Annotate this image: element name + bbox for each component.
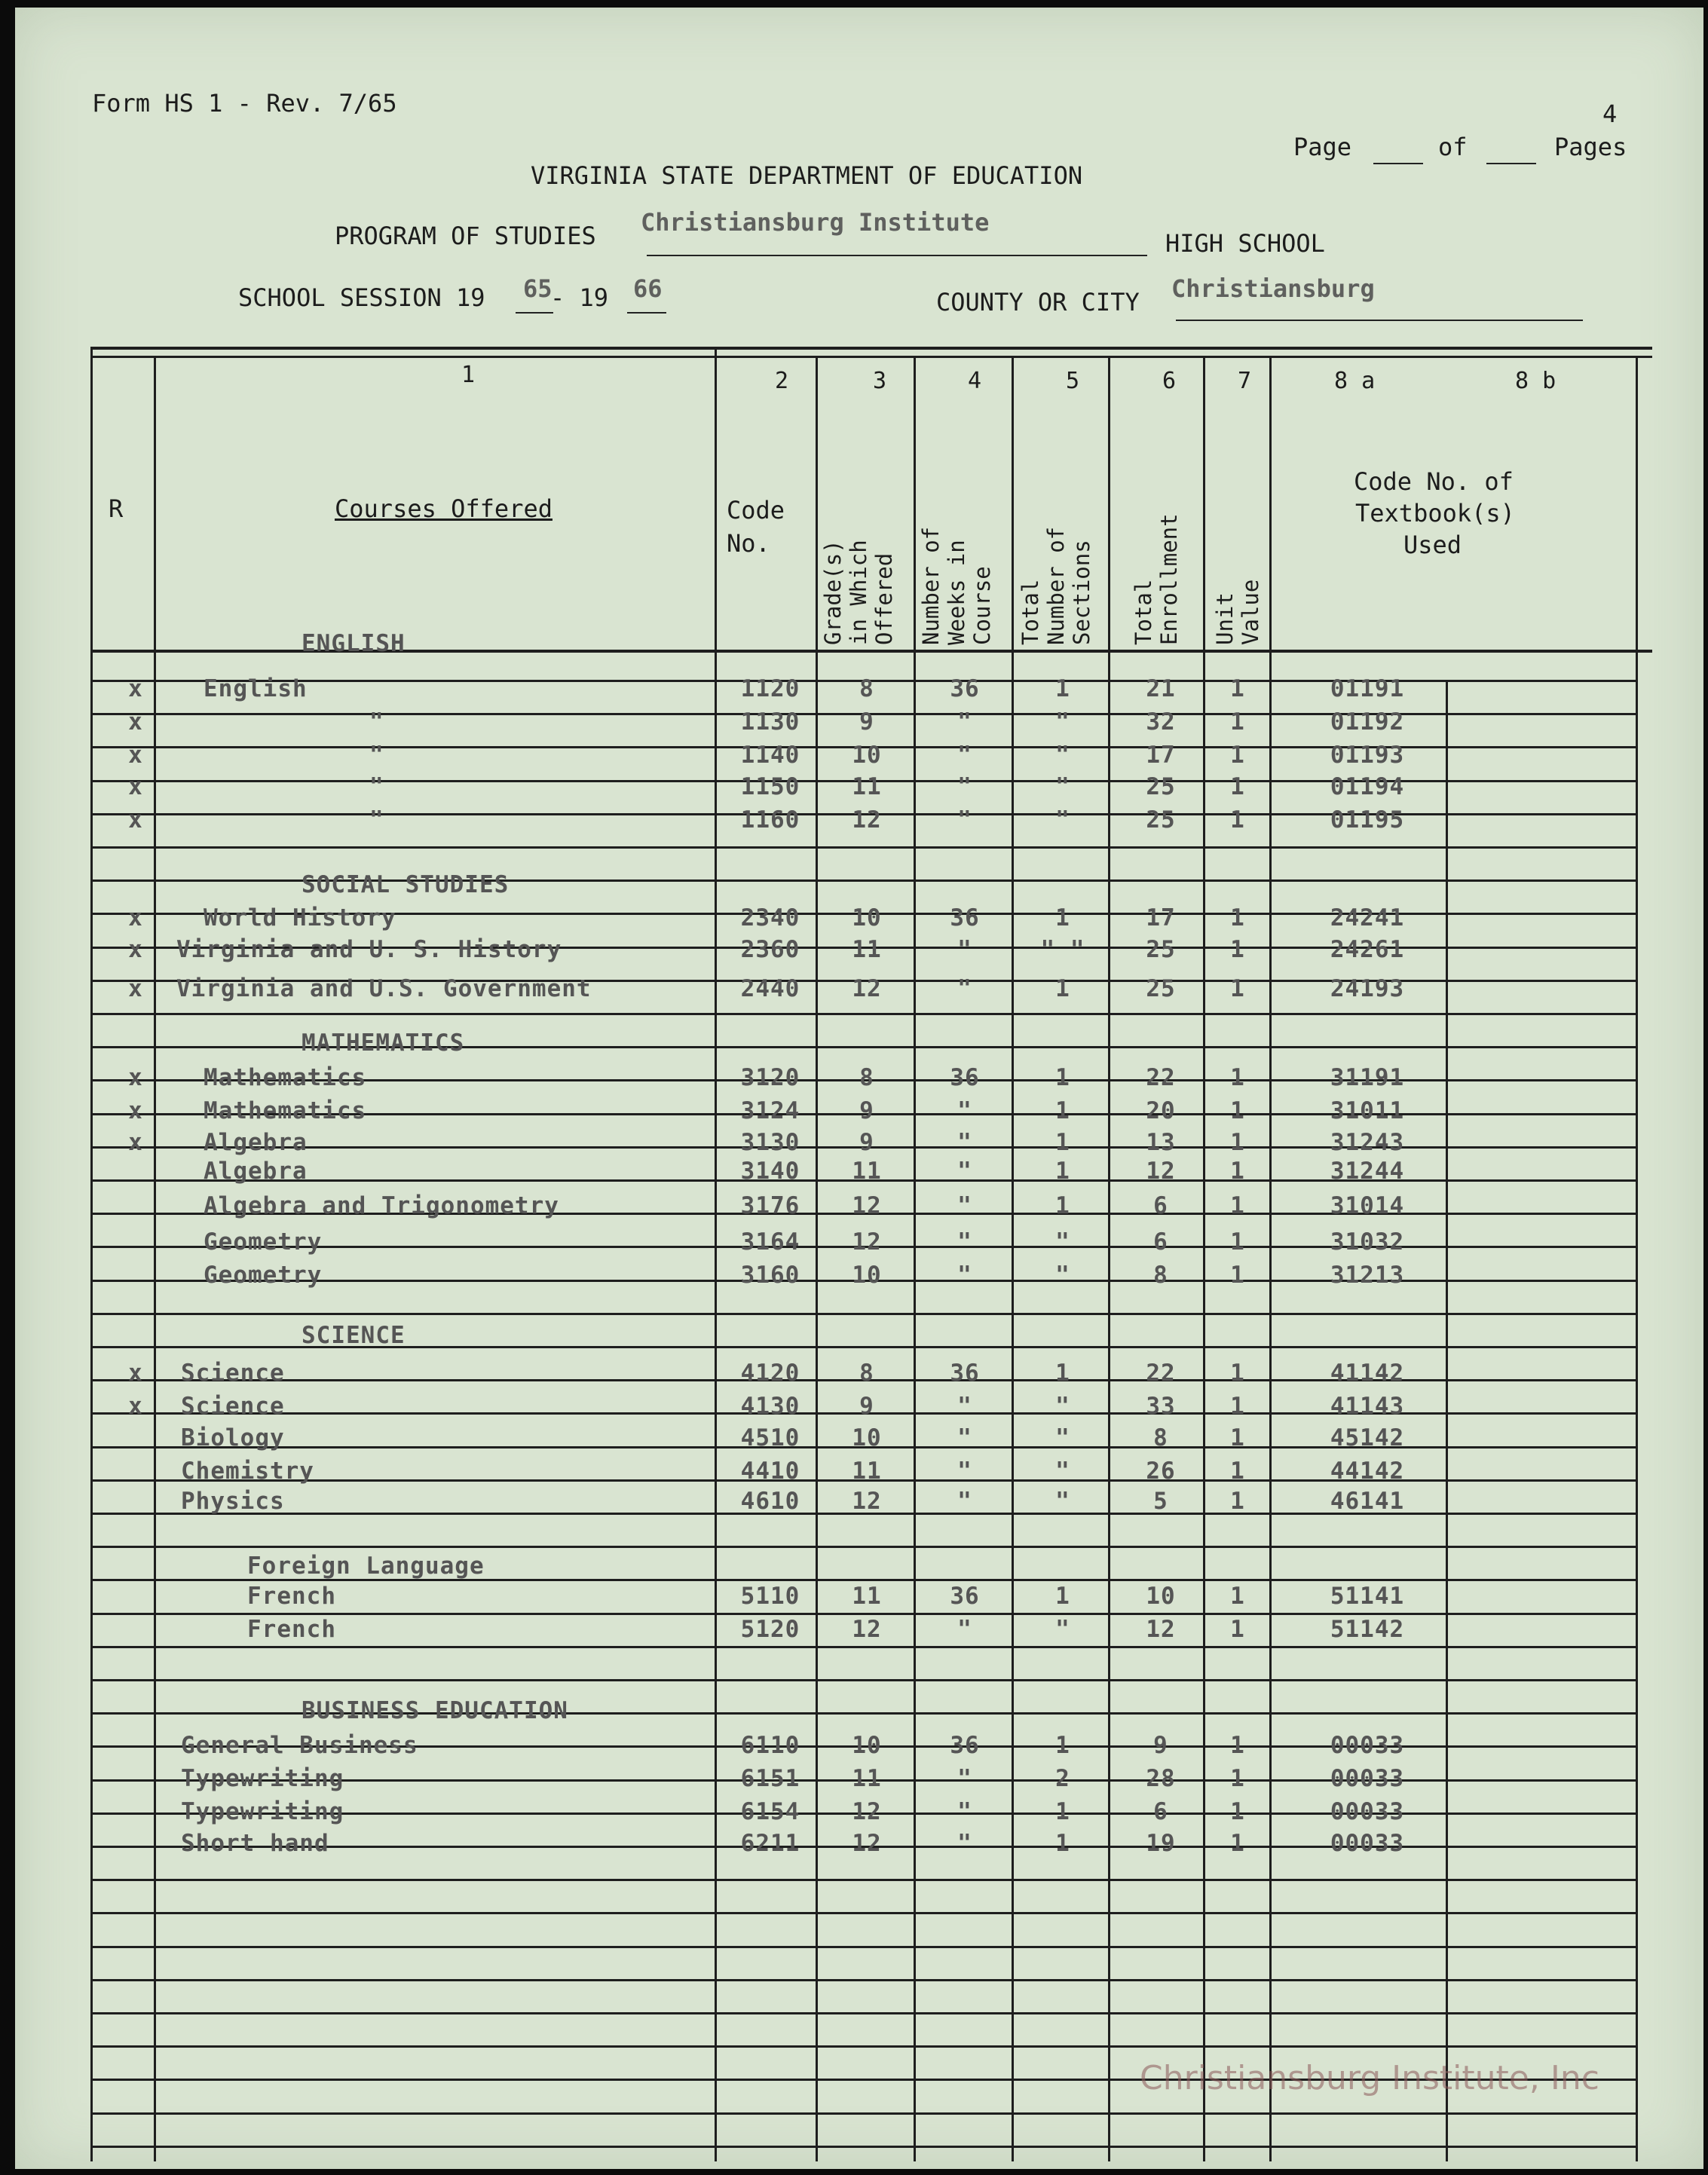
section-heading: BUSINESS EDUCATION xyxy=(302,1697,568,1724)
course-sections: 1 xyxy=(1055,1583,1070,1610)
course-code: 4410 xyxy=(740,1458,800,1485)
course-unit-value: 1 xyxy=(1230,975,1245,1002)
textbook-code: 46141 xyxy=(1330,1488,1405,1515)
row-required-mark: x xyxy=(128,1097,143,1124)
course-grade: 10 xyxy=(852,1262,882,1289)
page-number: 4 xyxy=(1602,99,1618,128)
course-code: 4120 xyxy=(740,1360,800,1387)
ruled-line xyxy=(90,1546,1637,1548)
form-id: Form HS 1 - Rev. 7/65 xyxy=(92,89,397,118)
col-num-3: 3 xyxy=(873,368,887,394)
county-value: Christiansburg xyxy=(1171,274,1375,303)
course-name: Algebra xyxy=(204,1158,308,1185)
textbook-code: 00033 xyxy=(1330,1765,1405,1792)
course-sections: " xyxy=(1055,1488,1070,1515)
course-name: " xyxy=(369,806,384,834)
of-label: of xyxy=(1438,133,1468,161)
course-sections: " " xyxy=(1040,936,1085,963)
course-code: 2360 xyxy=(740,936,800,963)
course-code: 6110 xyxy=(740,1732,800,1759)
col-line-5 xyxy=(1108,356,1110,2161)
course-enrollment: 17 xyxy=(1146,904,1176,931)
textbook-code: 31014 xyxy=(1330,1192,1405,1219)
course-sections: " xyxy=(1055,708,1070,736)
course-name: " xyxy=(369,773,384,800)
course-enrollment: 25 xyxy=(1146,936,1176,963)
textbook-code: 41142 xyxy=(1330,1360,1405,1387)
course-weeks: 36 xyxy=(950,1064,980,1091)
row-required-mark: x xyxy=(128,904,143,931)
code-label-2: No. xyxy=(727,529,770,558)
course-name: Virginia and U. S. History xyxy=(176,936,562,963)
course-unit-value: 1 xyxy=(1230,742,1245,769)
course-name: " xyxy=(369,708,384,736)
textbook-code: 01192 xyxy=(1330,708,1405,736)
course-unit-value: 1 xyxy=(1230,1616,1245,1643)
course-weeks: 36 xyxy=(950,1583,980,1610)
course-unit-value: 1 xyxy=(1230,1360,1245,1387)
enrollment-label: Total Enrollment xyxy=(1131,513,1182,645)
col-num-7: 7 xyxy=(1238,368,1252,394)
of-blank-line xyxy=(1486,163,1536,164)
course-sections: 1 xyxy=(1055,975,1070,1002)
section-heading: ENGLISH xyxy=(302,630,406,657)
courses-offered-label: Courses Offered xyxy=(335,494,552,523)
ruled-line xyxy=(90,2146,1637,2148)
course-grade: 11 xyxy=(852,1458,882,1485)
course-enrollment: 10 xyxy=(1146,1583,1176,1610)
course-grade: 9 xyxy=(859,1097,874,1124)
session-start-line xyxy=(516,312,553,314)
agency-title: VIRGINIA STATE DEPARTMENT OF EDUCATION xyxy=(531,161,1083,190)
row-required-mark: x xyxy=(128,1064,143,1091)
ruled-line xyxy=(90,1613,1637,1615)
course-enrollment: 12 xyxy=(1146,1616,1176,1643)
course-name: " xyxy=(369,742,384,769)
course-grade: 9 xyxy=(859,708,874,736)
course-name: Short hand xyxy=(181,1830,329,1857)
course-sections: " xyxy=(1055,1262,1070,1289)
course-name: Typewriting xyxy=(181,1765,344,1792)
code-label-1: Code xyxy=(727,496,785,525)
course-weeks: " xyxy=(957,1262,972,1289)
course-code: 1130 xyxy=(740,708,800,736)
textbook-code: 01194 xyxy=(1330,773,1405,800)
course-enrollment: 20 xyxy=(1146,1097,1176,1124)
textbook-code: 31032 xyxy=(1330,1228,1405,1256)
course-weeks: " xyxy=(957,1616,972,1643)
course-code: 3140 xyxy=(740,1158,800,1185)
course-sections: 2 xyxy=(1055,1765,1070,1792)
row-required-mark: x xyxy=(128,1360,143,1387)
course-sections: 1 xyxy=(1055,904,1070,931)
table-top-border xyxy=(90,347,1652,350)
course-sections: 1 xyxy=(1055,1732,1070,1759)
ruled-line xyxy=(90,1013,1637,1015)
course-grade: 12 xyxy=(852,1830,882,1857)
course-weeks: " xyxy=(957,742,972,769)
course-grade: 12 xyxy=(852,1616,882,1643)
col-num-1: 1 xyxy=(461,362,476,388)
course-name: Typewriting xyxy=(181,1798,344,1825)
course-code: 1160 xyxy=(740,806,800,834)
form-paper xyxy=(15,8,1703,2169)
textbook-code: 31213 xyxy=(1330,1262,1405,1289)
course-enrollment: 6 xyxy=(1153,1192,1168,1219)
course-sections: 1 xyxy=(1055,1097,1070,1124)
course-sections: 1 xyxy=(1055,1830,1070,1857)
ruled-line xyxy=(90,1979,1637,1981)
course-grade: 11 xyxy=(852,1583,882,1610)
course-grade: 11 xyxy=(852,1158,882,1185)
textbook-code: 24241 xyxy=(1330,904,1405,931)
session-end: 66 xyxy=(633,274,663,303)
course-grade: 12 xyxy=(852,1488,882,1515)
col-line-8a xyxy=(1446,680,1448,2161)
course-grade: 9 xyxy=(859,1393,874,1420)
course-unit-value: 1 xyxy=(1230,1424,1245,1452)
course-code: 3130 xyxy=(740,1129,800,1156)
course-unit-value: 1 xyxy=(1230,1765,1245,1792)
course-grade: 10 xyxy=(852,1424,882,1452)
textbook-code: 51142 xyxy=(1330,1616,1405,1643)
course-enrollment: 26 xyxy=(1146,1458,1176,1485)
course-weeks: " xyxy=(957,1228,972,1256)
course-code: 5120 xyxy=(740,1616,800,1643)
course-weeks: " xyxy=(957,806,972,834)
course-enrollment: 28 xyxy=(1146,1765,1176,1792)
textbook-code: 31011 xyxy=(1330,1097,1405,1124)
course-code: 1150 xyxy=(740,773,800,800)
course-enrollment: 25 xyxy=(1146,806,1176,834)
course-weeks: " xyxy=(957,1129,972,1156)
school-name: Christiansburg Institute xyxy=(641,208,990,237)
course-weeks: 36 xyxy=(950,1360,980,1387)
course-grade: 12 xyxy=(852,1228,882,1256)
course-code: 6151 xyxy=(740,1765,800,1792)
course-sections: " xyxy=(1055,773,1070,800)
course-weeks: " xyxy=(957,1765,972,1792)
course-name: General Business xyxy=(181,1732,418,1759)
row-required-mark: x xyxy=(128,708,143,736)
course-unit-value: 1 xyxy=(1230,1158,1245,1185)
course-unit-value: 1 xyxy=(1230,1192,1245,1219)
col-num-8b: 8 b xyxy=(1515,368,1556,394)
course-grade: 8 xyxy=(859,675,874,702)
course-unit-value: 1 xyxy=(1230,1798,1245,1825)
course-weeks: " xyxy=(957,708,972,736)
course-enrollment: 33 xyxy=(1146,1393,1176,1420)
course-sections: 1 xyxy=(1055,1158,1070,1185)
course-name: Virginia and U.S. Government xyxy=(176,975,592,1002)
course-grade: 11 xyxy=(852,1765,882,1792)
course-weeks: " xyxy=(957,1488,972,1515)
course-weeks: " xyxy=(957,1798,972,1825)
school-suffix: HIGH SCHOOL xyxy=(1165,229,1325,258)
course-sections: " xyxy=(1055,1458,1070,1485)
col-num-8a: 8 a xyxy=(1334,368,1376,394)
course-enrollment: 12 xyxy=(1146,1158,1176,1185)
col-line-4 xyxy=(1012,356,1014,2161)
course-code: 2340 xyxy=(740,904,800,931)
course-weeks: " xyxy=(957,1458,972,1485)
col-line-2 xyxy=(816,356,818,2161)
program-label: PROGRAM OF STUDIES xyxy=(335,222,596,250)
course-name: Algebra xyxy=(204,1129,308,1156)
course-grade: 12 xyxy=(852,975,882,1002)
col-line-6 xyxy=(1203,356,1205,2161)
course-code: 3164 xyxy=(740,1228,800,1256)
course-weeks: " xyxy=(957,975,972,1002)
course-weeks: " xyxy=(957,1830,972,1857)
session-label: SCHOOL SESSION 19 xyxy=(238,283,485,312)
course-enrollment: 21 xyxy=(1146,675,1176,702)
course-enrollment: 9 xyxy=(1153,1732,1168,1759)
course-grade: 10 xyxy=(852,1732,882,1759)
course-weeks: " xyxy=(957,1097,972,1124)
course-weeks: " xyxy=(957,1424,972,1452)
county-label: COUNTY OR CITY xyxy=(936,288,1140,317)
course-grade: 9 xyxy=(859,1129,874,1156)
textbook-code: 01195 xyxy=(1330,806,1405,834)
course-code: 6211 xyxy=(740,1830,800,1857)
r-column-label: R xyxy=(109,494,124,523)
course-enrollment: 32 xyxy=(1146,708,1176,736)
course-code: 4510 xyxy=(740,1424,800,1452)
course-enrollment: 5 xyxy=(1153,1488,1168,1515)
course-name: Geometry xyxy=(204,1262,323,1289)
course-name: Mathematics xyxy=(204,1064,367,1091)
row-required-mark: x xyxy=(128,742,143,769)
course-weeks: " xyxy=(957,936,972,963)
row-required-mark: x xyxy=(128,1129,143,1156)
course-sections: " xyxy=(1055,1228,1070,1256)
course-unit-value: 1 xyxy=(1230,1064,1245,1091)
textbook-code: 44142 xyxy=(1330,1458,1405,1485)
course-unit-value: 1 xyxy=(1230,936,1245,963)
page-blank-line xyxy=(1373,163,1423,164)
row-required-mark: x xyxy=(128,975,143,1002)
course-sections: 1 xyxy=(1055,675,1070,702)
unit-value-label: Unit Value xyxy=(1212,579,1263,645)
course-unit-value: 1 xyxy=(1230,1488,1245,1515)
course-sections: 1 xyxy=(1055,1360,1070,1387)
course-sections: " xyxy=(1055,742,1070,769)
textbook-code: 24193 xyxy=(1330,975,1405,1002)
row-required-mark: x xyxy=(128,806,143,834)
course-name: Science xyxy=(181,1360,285,1387)
textbook-code: 00033 xyxy=(1330,1732,1405,1759)
course-grade: 10 xyxy=(852,742,882,769)
textbook-label-2: Textbook(s) xyxy=(1355,499,1515,528)
textbook-code: 31191 xyxy=(1330,1064,1405,1091)
course-weeks: 36 xyxy=(950,1732,980,1759)
course-code: 1120 xyxy=(740,675,800,702)
row-required-mark: x xyxy=(128,1393,143,1420)
course-unit-value: 1 xyxy=(1230,708,1245,736)
ruled-line xyxy=(90,1879,1637,1881)
watermark: Christiansburg Institute, Inc xyxy=(1140,2059,1599,2097)
col-line-7 xyxy=(1269,356,1272,2161)
textbook-label-1: Code No. of xyxy=(1354,467,1514,496)
course-sections: " xyxy=(1055,806,1070,834)
course-code: 2440 xyxy=(740,975,800,1002)
textbook-code: 00033 xyxy=(1330,1830,1405,1857)
course-unit-value: 1 xyxy=(1230,806,1245,834)
course-name: Algebra and Trigonometry xyxy=(204,1192,559,1219)
course-code: 3124 xyxy=(740,1097,800,1124)
course-grade: 12 xyxy=(852,806,882,834)
course-grade: 8 xyxy=(859,1360,874,1387)
school-name-line xyxy=(647,255,1147,256)
col-line-r xyxy=(154,356,156,2161)
col-num-2: 2 xyxy=(775,368,789,394)
course-sections: 1 xyxy=(1055,1064,1070,1091)
ruled-line xyxy=(90,1313,1637,1315)
course-enrollment: 13 xyxy=(1146,1129,1176,1156)
course-sections: " xyxy=(1055,1424,1070,1452)
course-sections: " xyxy=(1055,1616,1070,1643)
textbook-code: 24261 xyxy=(1330,936,1405,963)
textbook-code: 00033 xyxy=(1330,1798,1405,1825)
course-name: Chemistry xyxy=(181,1458,314,1485)
course-name: Physics xyxy=(181,1488,285,1515)
textbook-code: 31244 xyxy=(1330,1158,1405,1185)
course-grade: 11 xyxy=(852,773,882,800)
ruled-line xyxy=(90,2012,1637,2014)
course-code: 6154 xyxy=(740,1798,800,1825)
ruled-line xyxy=(90,1946,1637,1948)
course-code: 4610 xyxy=(740,1488,800,1515)
course-code: 3176 xyxy=(740,1192,800,1219)
session-end-line xyxy=(627,312,666,314)
course-weeks: " xyxy=(957,1192,972,1219)
pages-label: Pages xyxy=(1554,133,1627,161)
textbook-label-3: Used xyxy=(1403,531,1462,559)
course-unit-value: 1 xyxy=(1230,904,1245,931)
ruled-line xyxy=(90,1646,1637,1648)
col-line-left xyxy=(90,348,93,2161)
col-num-4: 4 xyxy=(968,368,982,394)
course-enrollment: 17 xyxy=(1146,742,1176,769)
row-required-mark: x xyxy=(128,675,143,702)
textbook-code: 01193 xyxy=(1330,742,1405,769)
course-weeks: " xyxy=(957,773,972,800)
row-required-mark: x xyxy=(128,773,143,800)
page-label: Page xyxy=(1293,133,1352,161)
course-enrollment: 25 xyxy=(1146,773,1176,800)
course-sections: 1 xyxy=(1055,1192,1070,1219)
course-enrollment: 6 xyxy=(1153,1228,1168,1256)
textbook-code: 45142 xyxy=(1330,1424,1405,1452)
course-enrollment: 19 xyxy=(1146,1830,1176,1857)
course-unit-value: 1 xyxy=(1230,1262,1245,1289)
session-start: 65 xyxy=(523,274,552,303)
course-enrollment: 25 xyxy=(1146,975,1176,1002)
course-code: 3120 xyxy=(740,1064,800,1091)
col-line-3 xyxy=(914,356,916,2161)
course-grade: 10 xyxy=(852,904,882,931)
course-enrollment: 22 xyxy=(1146,1064,1176,1091)
course-sections: " xyxy=(1055,1393,1070,1420)
textbook-code: 31243 xyxy=(1330,1129,1405,1156)
course-unit-value: 1 xyxy=(1230,1732,1245,1759)
course-unit-value: 1 xyxy=(1230,1228,1245,1256)
county-line xyxy=(1176,320,1583,321)
session-dash: - 19 xyxy=(550,283,609,312)
course-weeks: 36 xyxy=(950,675,980,702)
ruled-line xyxy=(90,1679,1637,1681)
course-code: 3160 xyxy=(740,1262,800,1289)
section-heading: Foreign Language xyxy=(247,1552,485,1580)
course-weeks: " xyxy=(957,1393,972,1420)
course-unit-value: 1 xyxy=(1230,1129,1245,1156)
course-weeks: 36 xyxy=(950,904,980,931)
weeks-label: Number of Weeks in Course xyxy=(918,526,995,645)
course-sections: 1 xyxy=(1055,1129,1070,1156)
col-line-right xyxy=(1636,356,1638,2161)
textbook-code: 51141 xyxy=(1330,1583,1405,1610)
textbook-code: 01191 xyxy=(1330,675,1405,702)
course-grade: 12 xyxy=(852,1798,882,1825)
section-heading: SOCIAL STUDIES xyxy=(302,871,510,898)
course-unit-value: 1 xyxy=(1230,1830,1245,1857)
ruled-line xyxy=(90,2112,1637,2115)
course-name: Geometry xyxy=(204,1228,323,1256)
course-unit-value: 1 xyxy=(1230,1097,1245,1124)
course-enrollment: 6 xyxy=(1153,1798,1168,1825)
row-required-mark: x xyxy=(128,936,143,963)
course-name: English xyxy=(204,675,308,702)
course-name: Science xyxy=(181,1393,285,1420)
course-enrollment: 8 xyxy=(1153,1424,1168,1452)
course-sections: 1 xyxy=(1055,1798,1070,1825)
course-code: 4130 xyxy=(740,1393,800,1420)
course-enrollment: 22 xyxy=(1146,1360,1176,1387)
ruled-line xyxy=(90,846,1637,849)
course-unit-value: 1 xyxy=(1230,1393,1245,1420)
course-name: Biology xyxy=(181,1424,285,1452)
course-name: French xyxy=(247,1583,336,1610)
course-grade: 12 xyxy=(852,1192,882,1219)
course-name: World History xyxy=(204,904,396,931)
ruled-line xyxy=(90,1912,1637,1914)
sections-label: Total Number of Sections xyxy=(1018,526,1094,645)
table-top-border-2 xyxy=(90,356,1652,358)
course-unit-value: 1 xyxy=(1230,773,1245,800)
course-code: 1140 xyxy=(740,742,800,769)
course-grade: 11 xyxy=(852,936,882,963)
course-grade: 8 xyxy=(859,1064,874,1091)
section-heading: MATHEMATICS xyxy=(302,1029,465,1057)
course-name: Mathematics xyxy=(204,1097,367,1124)
col-num-5: 5 xyxy=(1066,368,1080,394)
course-unit-value: 1 xyxy=(1230,675,1245,702)
ruled-line xyxy=(90,2045,1637,2048)
col-line-1 xyxy=(715,348,717,2161)
col-num-6: 6 xyxy=(1162,368,1177,394)
section-heading: SCIENCE xyxy=(302,1322,406,1349)
course-weeks: " xyxy=(957,1158,972,1185)
grades-label: Grade(s) in Which Offered xyxy=(820,540,897,645)
textbook-code: 41143 xyxy=(1330,1393,1405,1420)
course-unit-value: 1 xyxy=(1230,1583,1245,1610)
course-name: French xyxy=(247,1616,336,1643)
course-code: 5110 xyxy=(740,1583,800,1610)
course-enrollment: 8 xyxy=(1153,1262,1168,1289)
course-unit-value: 1 xyxy=(1230,1458,1245,1485)
